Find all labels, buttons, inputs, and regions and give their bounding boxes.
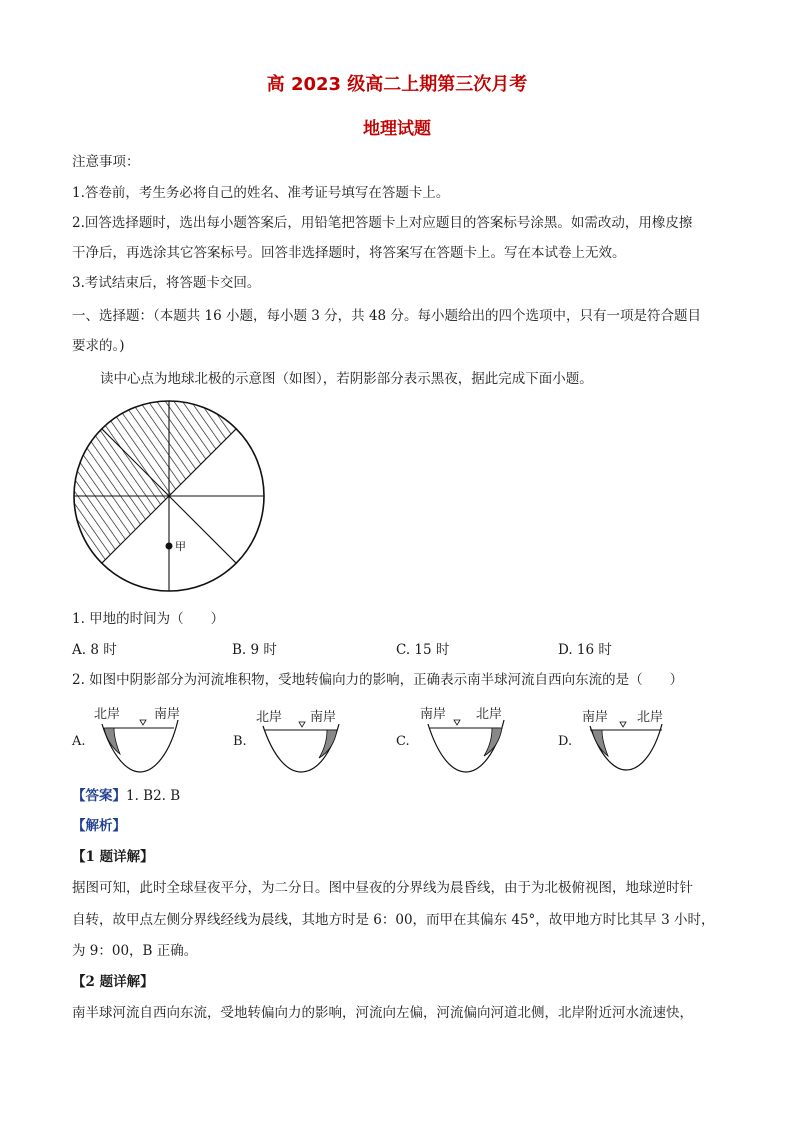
section-heading-cont: 要求的。)	[72, 338, 125, 354]
q2-option-a-right-bank: 南岸	[154, 707, 181, 722]
exam-title: 高 2023 级高二上期第三次月考	[266, 74, 528, 95]
north-pole-diagram	[70, 400, 270, 592]
q2-option-a-left-bank: 北岸	[94, 707, 121, 722]
question-intro: 读中心点为地球北极的示意图（如图），若阴影部分表示黑夜，据此完成下面小题。	[100, 371, 593, 387]
detail-2-text: 南半球河流自西向东流，受地转偏向力的影响，河流向左偏，河流偏向河道北侧，北岸附近河水流速快，	[72, 1005, 693, 1021]
analysis-label: 【解析】	[72, 818, 126, 834]
point-jia-label: 甲	[175, 540, 186, 553]
q2-option-d-left-bank: 南岸	[582, 710, 609, 725]
deposit	[319, 730, 337, 758]
section-heading: 一、选择题：（本题共 16 小题，每小题 3 分，共 48 分。每小题给出的四个选项中，只有一项是符合题目	[72, 308, 701, 324]
deposit	[484, 728, 502, 756]
q2-option-a-channel	[92, 716, 192, 776]
q1-stem: 1. 甲地的时间为（ ）	[72, 611, 225, 627]
q2-option-b-channel	[255, 718, 355, 776]
deposit	[104, 728, 120, 754]
answer-label: 【答案】	[72, 788, 126, 804]
notice-item: 干净后，再选涂其它答案标号。回答非选择题时，将答案写在答题卡上。写在本试卷上无效。	[72, 245, 626, 261]
q1-option-b: B. 9 时	[232, 642, 277, 658]
q2-stem: 2. 如图中阴影部分为河流堆积物，受地转偏向力的影响，正确表示南半球河流自西向东流的是（ ）	[72, 672, 684, 688]
answer-line	[72, 786, 180, 806]
notice-item: 2.回答选择题时，选出每小题答案后，用铅笔把答题卡上对应题目的答案标号涂黑。如需改动，用橡皮擦	[72, 215, 693, 231]
q2-option-d-right-bank: 北岸	[637, 710, 664, 725]
q2-option-a-letter: A.	[72, 734, 86, 749]
notice-item: 3.考试结束后，将答题卡交回。	[72, 275, 261, 291]
q2-option-b-right-bank: 南岸	[310, 710, 337, 725]
answer-text: 1. B2. B	[126, 788, 181, 804]
detail-1-label: 【1 题详解】	[72, 849, 154, 865]
q2-option-c-right-bank: 北岸	[476, 707, 503, 722]
point-jia-marker	[166, 543, 173, 550]
detail-1-text: 自转，故甲点左侧分界线经线为晨线，其地方时是 6：00，而甲在其偏东 45°，故甲地方时比其早 3 小时，	[72, 912, 715, 928]
q2-option-d-letter: D.	[558, 734, 573, 749]
q2-option-b-letter: B.	[233, 734, 247, 749]
q1-option-d: D. 16 时	[558, 642, 612, 658]
notice-heading: 注意事项：	[72, 154, 140, 170]
q1-option-a: A. 8 时	[72, 642, 117, 658]
notice-item: 1.答卷前，考生务必将自己的姓名、准考证号填写在答题卡上。	[72, 185, 450, 201]
detail-1-text: 为 9：00，B 正确。	[72, 943, 198, 959]
q2-option-d-channel	[584, 718, 684, 776]
q2-option-c-letter: C.	[396, 734, 410, 749]
deposit	[592, 730, 608, 756]
exam-subtitle: 地理试题	[363, 119, 431, 139]
q1-option-c: C. 15 时	[396, 642, 450, 658]
detail-2-label: 【2 题详解】	[72, 974, 154, 990]
q2-option-c-channel	[418, 716, 518, 776]
detail-1-text: 据图可知，此时全球昼夜平分，为二分日。图中昼夜的分界线为晨昏线，由于为北极俯视图，地球逆时针	[72, 880, 693, 896]
q2-option-c-left-bank: 南岸	[420, 707, 447, 722]
q2-option-b-left-bank: 北岸	[256, 710, 283, 725]
